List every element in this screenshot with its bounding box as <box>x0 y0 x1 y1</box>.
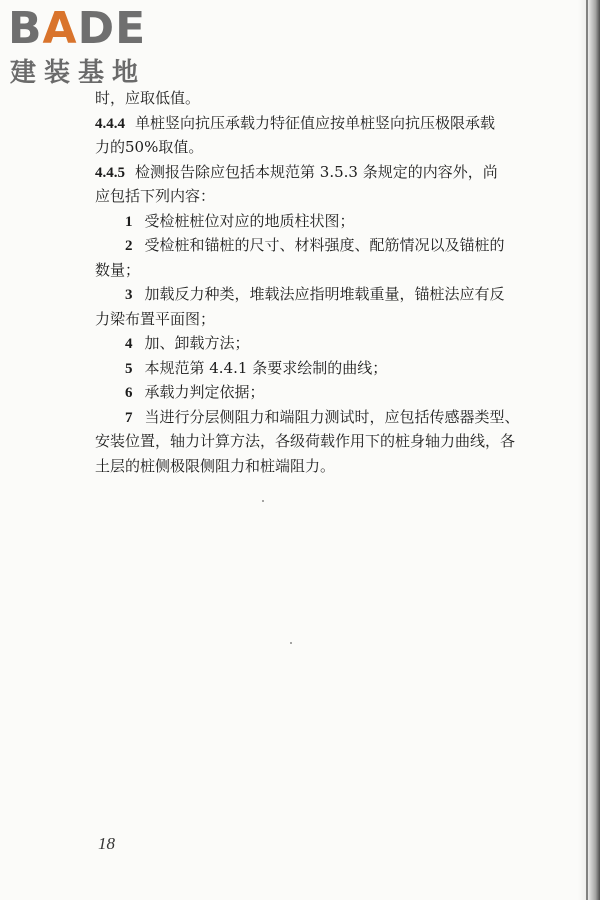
logo-letter-b: B <box>8 3 43 54</box>
item-text: 加、卸载方法； <box>144 334 250 352</box>
item-number: 5 <box>125 360 133 377</box>
clause-number: 4.4.5 <box>95 164 125 181</box>
list-item <box>95 209 555 234</box>
logo-chinese-text: 建装基地 <box>10 58 147 88</box>
item-continuation: 数量； <box>95 260 141 279</box>
item-number: 1 <box>125 213 133 230</box>
bade-logo <box>8 3 178 88</box>
document-body <box>95 86 555 478</box>
item-number: 4 <box>125 336 133 352</box>
scan-edge-shadow <box>578 0 600 900</box>
logo-letters-de: DE <box>77 3 147 54</box>
continuation-line: 时，应取低值。 <box>95 89 201 107</box>
item-number: 3 <box>125 287 133 303</box>
clause-number: 4.4.4 <box>95 115 125 132</box>
item-number: 7 <box>125 409 133 426</box>
item-text: 加载反力种类，堆载法应指明堆载重量，锚桩法应有反 <box>144 285 505 303</box>
item-text: 本规范第 4.4.1 条要求绘制的曲线； <box>144 358 388 377</box>
item-number: 2 <box>125 238 133 254</box>
clause-text: 检测报告除应包括本规范第 3.5.3 条规定的内容外，尚 <box>135 162 498 181</box>
clause-4-4-4-line1 <box>95 111 555 136</box>
logo-wordmark <box>8 3 147 54</box>
list-item <box>95 405 555 430</box>
clause-4-4-4-line2: 力的50%取值。 <box>95 138 204 156</box>
item-number: 6 <box>125 385 133 401</box>
item-text: 当进行分层侧阻力和端阻力测试时，应包括传感器类型、 <box>144 407 520 426</box>
item-continuation: 土层的桩侧极限侧阻力和桩端阻力。 <box>95 456 336 475</box>
item-text: 受检桩桩位对应的地质柱状图； <box>144 211 355 230</box>
scan-speck <box>262 500 264 502</box>
item-text: 承载力判定依据； <box>144 383 265 401</box>
list-item <box>95 233 555 258</box>
list-item <box>95 331 555 356</box>
list-item <box>95 282 555 307</box>
list-item <box>95 380 555 405</box>
clause-4-4-5-line1 <box>95 160 555 185</box>
clause-4-4-5-line2: 应包括下列内容： <box>95 187 216 205</box>
logo-letter-a: A <box>42 3 78 54</box>
item-text: 受检桩和锚桩的尺寸、材料强度、配筋情况以及锚桩的 <box>144 236 505 254</box>
list-item <box>95 356 555 381</box>
item-continuation: 力梁布置平面图； <box>95 309 216 328</box>
clause-text: 单桩竖向抗压承载力特征值应按单桩竖向抗压极限承载 <box>135 113 496 132</box>
scan-edge-line <box>586 0 588 900</box>
page-number: 18 <box>98 834 115 853</box>
item-continuation: 安装位置，轴力计算方法，各级荷载作用下的桩身轴力曲线，各 <box>95 432 516 450</box>
scan-speck <box>290 642 292 644</box>
